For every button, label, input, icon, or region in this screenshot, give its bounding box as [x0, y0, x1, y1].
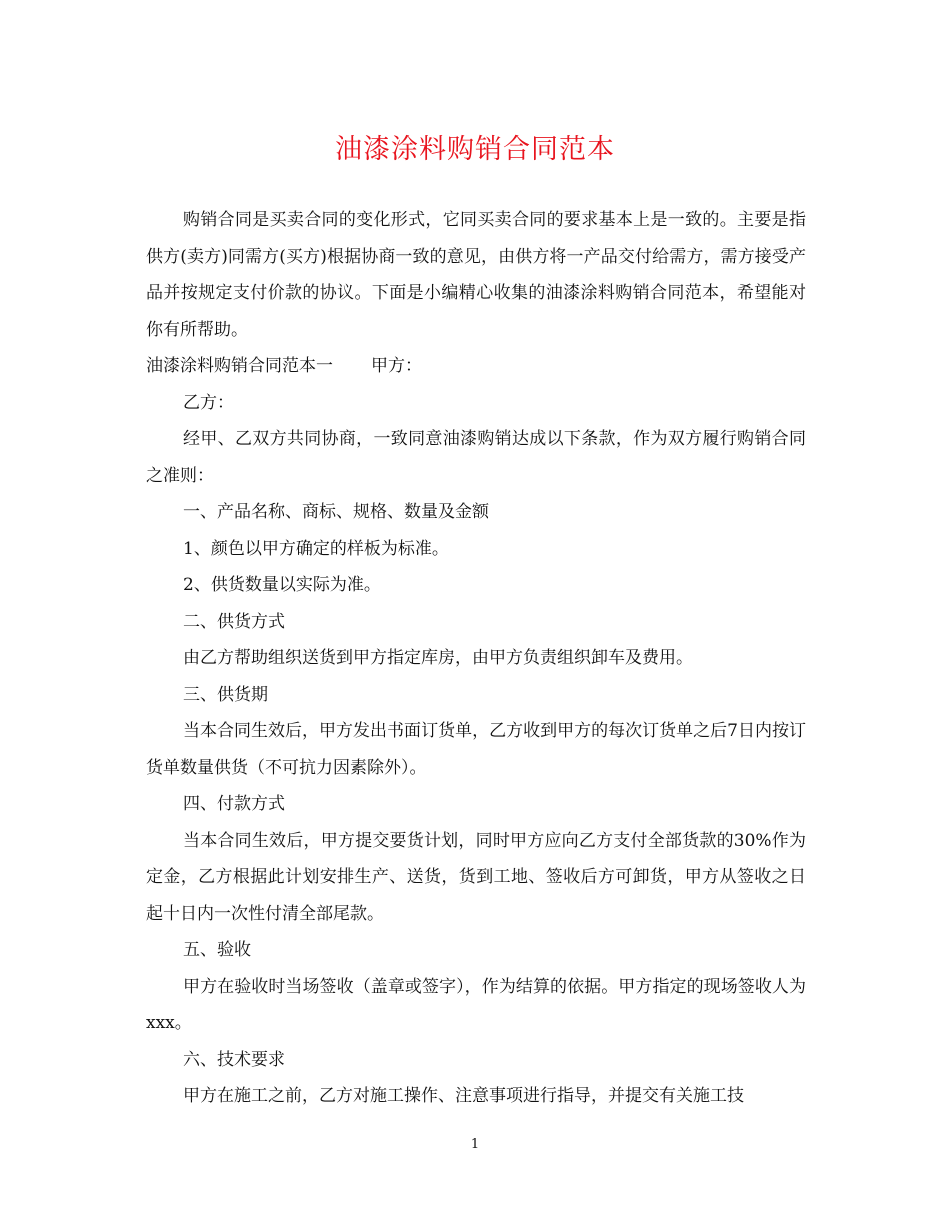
- section3-paragraph: 当本合同生效后，甲方发出书面订货单，乙方收到甲方的每次订货单之后7日内按订货单数量供货（不可抗力因素除外）。: [146, 721, 806, 778]
- section1-item-2: 2、供货数量以实际为准。: [183, 575, 381, 595]
- party-b-label: 乙方：: [183, 392, 234, 413]
- section4-paragraph: 当本合同生效后，甲方提交要货计划，同时甲方应向乙方支付全部货款的30%作为定金，乙方根据此计划安排生产、送货，货到工地、签收后方可卸货，甲方从签收之日起十日内一次性付清全部尾款。: [146, 830, 806, 924]
- contract-subtitle: 油漆涂料购销合同范本一: [146, 356, 333, 376]
- section1-heading: 一、产品名称、商标、规格、数量及金额: [183, 502, 489, 522]
- section1-item-1: 1、颜色以甲方确定的样板为标准。: [183, 538, 449, 559]
- section2-paragraph: 由乙方帮助组织送货到甲方指定库房，由甲方负责组织卸车及费用。: [183, 648, 693, 668]
- section5-heading: 五、验收: [183, 940, 251, 960]
- page-number: 1: [470, 1137, 480, 1152]
- section6-paragraph: 甲方在施工之前，乙方对施工操作、注意事项进行指导，并提交有关施工技: [183, 1086, 744, 1106]
- section2-heading: 二、供货方式: [183, 611, 285, 632]
- intro-paragraph: 购销合同是买卖合同的变化形式，它同买卖合同的要求基本上是一致的。主要是指供方(卖方)同需方(买方)根据协商一致的意见，由供方将一产品交付给需方，需方接受产品并按规定支付价款的协议。下面是小编精心收集的油漆涂料购销合同范本，希望能对你有所帮助。: [146, 210, 806, 340]
- party-a-label: 甲方：: [371, 356, 422, 376]
- section4-heading: 四、付款方式: [183, 794, 285, 814]
- subtitle-line: [146, 348, 806, 385]
- agreement-paragraph: 经甲、乙双方共同协商，一致同意油漆购销达成以下条款，作为双方履行购销合同之准则：: [146, 429, 806, 486]
- section6-heading: 六、技术要求: [183, 1049, 285, 1070]
- section5-paragraph: 甲方在验收时当场签收（盖章或签字），作为结算的依据。甲方指定的现场签收人为xxx。: [146, 976, 806, 1033]
- section3-heading: 三、供货期: [183, 684, 268, 705]
- document-title: 油漆涂料购销合同范本: [335, 134, 615, 165]
- document-body: [146, 202, 806, 1115]
